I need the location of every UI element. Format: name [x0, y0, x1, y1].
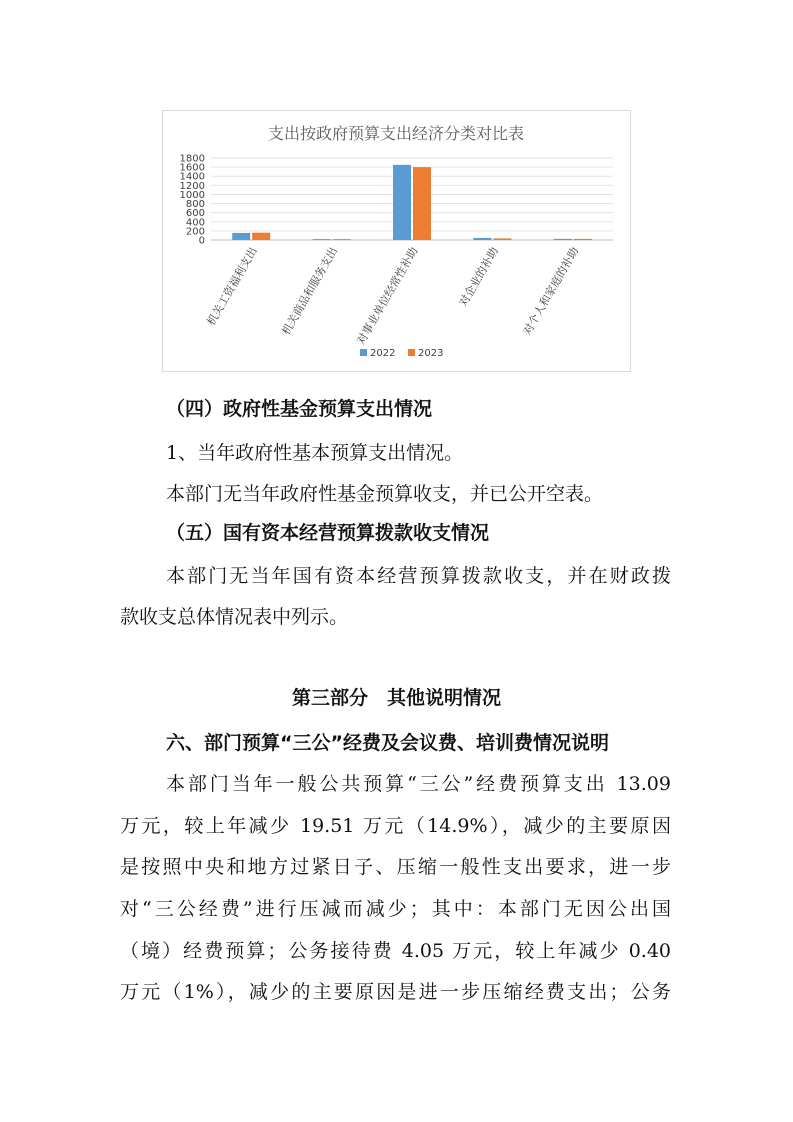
legend-label: 2022: [370, 348, 396, 359]
section-6-line-1: 本部门当年一般公共预算“三公”经费预算支出 13.09: [166, 773, 671, 795]
section-6-line-3: 是按照中央和地方过紧日子、压缩一般性支出要求，进一步: [120, 856, 671, 878]
bar-2022: [313, 239, 331, 240]
y-tick-label: 1800: [179, 153, 205, 165]
bar-2022: [393, 165, 411, 240]
y-tick-label: 200: [185, 226, 205, 238]
x-tick-label: 对个人和家庭的补助: [520, 245, 582, 338]
section-4-body: 本部门无当年政府性基金预算收支，并已公开空表。: [166, 483, 604, 505]
bar-2022: [554, 239, 572, 240]
section-6-line-4: 对“三公经费”进行压减而减少；其中：本部门无因公出国: [120, 898, 671, 920]
x-tick-label: 机关商品和服务支出: [279, 245, 341, 338]
y-tick-label: 1200: [179, 180, 205, 192]
bar-2023: [413, 167, 431, 240]
chart-title: 支出按政府预算支出经济分类对比表: [267, 124, 525, 143]
section-5-body-line-2: 款收支总体情况表中列示。: [120, 606, 349, 628]
bar-2023: [252, 233, 270, 240]
section-4-heading: （四）政府性基金预算支出情况: [166, 398, 433, 420]
section-5-body-line-1: 本部门无当年国有资本经营预算拨款收支，并在财政拨: [166, 565, 671, 587]
section-5-heading: （五）国有资本经营预算拨款收支情况: [166, 522, 490, 544]
bar-2022: [232, 233, 250, 240]
x-tick-label: 机关工资福利支出: [204, 245, 260, 328]
legend-swatch-2023: [408, 349, 415, 356]
section-6-line-2: 万元，较上年减少 19.51 万元（14.9%），减少的主要原因: [120, 815, 671, 837]
bar-2022: [473, 238, 491, 240]
chart-canvas: [163, 111, 630, 371]
y-tick-label: 800: [185, 199, 205, 211]
part-3-title: 第三部分 其他说明情况: [291, 687, 501, 709]
legend-swatch-2022: [360, 349, 367, 356]
x-tick-label: 对企业的补助: [456, 245, 501, 309]
bar-2023: [574, 239, 592, 240]
y-tick-label: 0: [198, 235, 205, 247]
y-tick-label: 1400: [179, 171, 205, 183]
section-6-line-5: （境）经费预算；公务接待费 4.05 万元，较上年减少 0.40: [120, 940, 671, 962]
y-tick-label: 1000: [179, 189, 205, 201]
section-4-item-1: 1、当年政府性基本预算支出情况。: [166, 442, 464, 464]
section-6-heading: 六、部门预算“三公”经费及会议费、培训费情况说明: [166, 732, 609, 754]
bar-2023: [493, 238, 511, 240]
bar-2023: [333, 239, 351, 240]
y-tick-label: 400: [185, 217, 205, 229]
y-tick-label: 600: [185, 208, 205, 220]
y-tick-label: 1600: [179, 162, 205, 174]
legend-label: 2023: [418, 348, 444, 359]
expenditure-comparison-chart: [162, 110, 631, 372]
section-6-line-6: 万元（1%），减少的主要原因是进一步压缩经费支出；公务: [120, 981, 671, 1003]
x-tick-label: 对事业单位经常性补助: [354, 245, 421, 347]
